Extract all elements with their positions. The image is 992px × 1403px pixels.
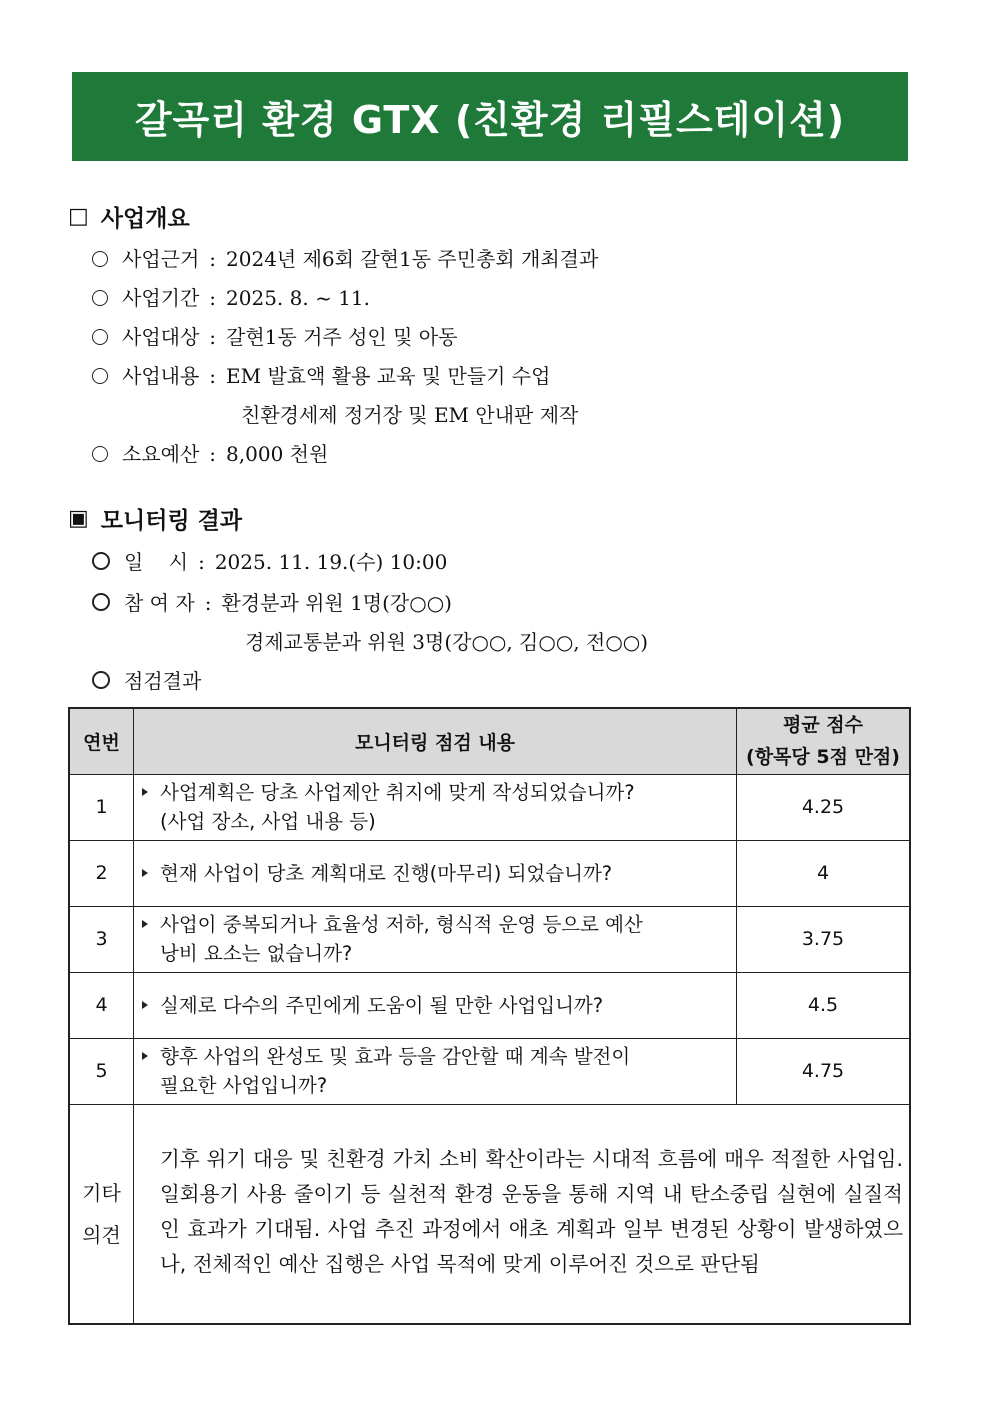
row-content: [134, 840, 737, 906]
item-label: 사업대상: [122, 325, 200, 349]
row-score: 3.75: [737, 906, 911, 972]
triangle-bullet-icon: [142, 1052, 148, 1060]
monitoring-heading-text: 모니터링 결과: [100, 508, 243, 534]
row-content: [134, 972, 737, 1038]
header-score-line2: (항목당 5점 만점): [746, 746, 900, 769]
remarks-label-line1: 기타: [82, 1180, 121, 1205]
overview-heading-text: 사업개요: [100, 206, 190, 232]
item-label: 사업내용: [122, 364, 200, 388]
triangle-bullet-icon: [142, 788, 148, 796]
table-row: [69, 972, 910, 1038]
date-value: 2025. 11. 19.(수) 10:00: [214, 550, 448, 574]
overview-item-budget: 소요예산 : 8,000 천원: [92, 438, 328, 467]
circle-bullet-icon: [92, 368, 108, 384]
row-num: 5: [69, 1038, 134, 1104]
row-line1: 사업계획은 당초 사업제안 취지에 맞게 작성되었습니까?: [160, 781, 635, 804]
monitoring-participants-line2: [245, 626, 648, 655]
circle-bullet-icon: [92, 552, 110, 570]
remarks-row: [69, 1104, 910, 1324]
item-value: 친환경세제 정거장 및 EM 안내판 제작: [241, 403, 579, 427]
monitoring-table: [68, 707, 911, 1325]
overview-heading: [68, 200, 190, 233]
table-row: [69, 1038, 910, 1104]
circle-bullet-icon: [92, 593, 110, 611]
item-value: 8,000 천원: [226, 442, 329, 466]
monitoring-participants: 참 여 자 : 환경분과 위원 1명(강○○): [92, 587, 452, 616]
circle-bullet-icon: [92, 251, 108, 267]
row-num: 4: [69, 972, 134, 1038]
item-label: 사업근거: [122, 247, 200, 271]
item-value: 2024년 제6회 갈현1동 주민총회 개최결과: [226, 247, 599, 271]
header-score-line1: 평균 점수: [782, 714, 864, 737]
overview-item-content: 사업내용 : EM 발효액 활용 교육 및 만들기 수업: [92, 360, 550, 389]
row-score: 4.5: [737, 972, 911, 1038]
participants-value: 경제교통분과 위원 3명(강○○, 김○○, 전○○): [245, 630, 649, 654]
table-row: [69, 906, 910, 972]
row-line1: 실제로 다수의 주민에게 도움이 될 만한 사업입니까?: [160, 993, 604, 1017]
remarks-label-line2: 의견: [82, 1222, 121, 1247]
row-content: [134, 774, 737, 840]
overview-item-target: 사업대상 : 갈현1동 거주 성인 및 아동: [92, 321, 457, 350]
header-content: 모니터링 점검 내용: [134, 708, 737, 774]
square-filled-icon: ▣: [68, 506, 89, 531]
circle-bullet-icon: [92, 446, 108, 462]
item-label: 소요예산: [122, 442, 200, 466]
header-num: 연번: [69, 708, 134, 774]
circle-bullet-icon: [92, 671, 110, 689]
result-label: 점검결과: [124, 669, 202, 693]
triangle-bullet-icon: [142, 920, 148, 928]
monitoring-result: [92, 665, 201, 694]
row-line2: 낭비 요소는 없습니까?: [160, 942, 353, 965]
row-num: 1: [69, 774, 134, 840]
item-value: 갈현1동 거주 성인 및 아동: [226, 325, 458, 349]
row-line2: 필요한 사업입니까?: [160, 1074, 328, 1097]
row-line1: 사업이 중복되거나 효율성 저하, 형식적 운영 등으로 예산: [160, 913, 643, 936]
row-line1: 향후 사업의 완성도 및 효과 등을 감안할 때 계속 발전이: [160, 1045, 631, 1068]
table-row: [69, 774, 910, 840]
page-title: 갈곡리 환경 GTX (친환경 리필스테이션): [134, 98, 846, 142]
table-header-row: [69, 708, 910, 774]
overview-item-content-line2: [241, 399, 578, 428]
row-score: 4: [737, 840, 911, 906]
circle-bullet-icon: [92, 329, 108, 345]
square-outline-icon: □: [68, 204, 89, 229]
participants-label: 참 여 자: [124, 591, 195, 615]
header-score: [737, 708, 911, 774]
row-score: 4.25: [737, 774, 911, 840]
table-row: [69, 840, 910, 906]
row-content: [134, 1038, 737, 1104]
triangle-bullet-icon: [142, 1001, 148, 1009]
item-label: 사업기간: [122, 286, 200, 310]
participants-value: 환경분과 위원 1명(강○○): [221, 591, 452, 615]
row-line2: (사업 장소, 사업 내용 등): [160, 810, 376, 833]
triangle-bullet-icon: [142, 869, 148, 877]
row-score: 4.75: [737, 1038, 911, 1104]
monitoring-heading: [68, 502, 242, 535]
title-banner: [72, 72, 908, 161]
row-content: [134, 906, 737, 972]
overview-item-period: 사업기간 : 2025. 8. ~ 11.: [92, 282, 370, 311]
row-num: 3: [69, 906, 134, 972]
item-value: 2025. 8. ~ 11.: [226, 286, 371, 310]
row-num: 2: [69, 840, 134, 906]
remarks-label: [69, 1104, 134, 1324]
remarks-text: 기후 위기 대응 및 친환경 가치 소비 확산이라는 시대적 흐름에 매우 적절한 사업임. 일회용기 사용 줄이기 등 실천적 환경 운동을 통해 지역 내 탄소중립 실현에 실질적인 효과가 기대됨. 사업 추진 과정에서 애초 계획과 일부 변경된 상황이 발생하였으나, 전체적인 예산 집행은 사업 목적에 맞게 이루어진 것으로 판단됨: [134, 1104, 911, 1324]
circle-bullet-icon: [92, 290, 108, 306]
row-line1: 현재 사업이 당초 계획대로 진행(마무리) 되었습니까?: [160, 861, 613, 885]
item-value: EM 발효액 활용 교육 및 만들기 수업: [226, 364, 551, 388]
date-label: 일 시: [124, 550, 189, 574]
overview-item-basis: 사업근거 : 2024년 제6회 갈현1동 주민총회 개최결과: [92, 243, 598, 272]
monitoring-date: 일 시 : 2025. 11. 19.(수) 10:00: [92, 546, 447, 575]
